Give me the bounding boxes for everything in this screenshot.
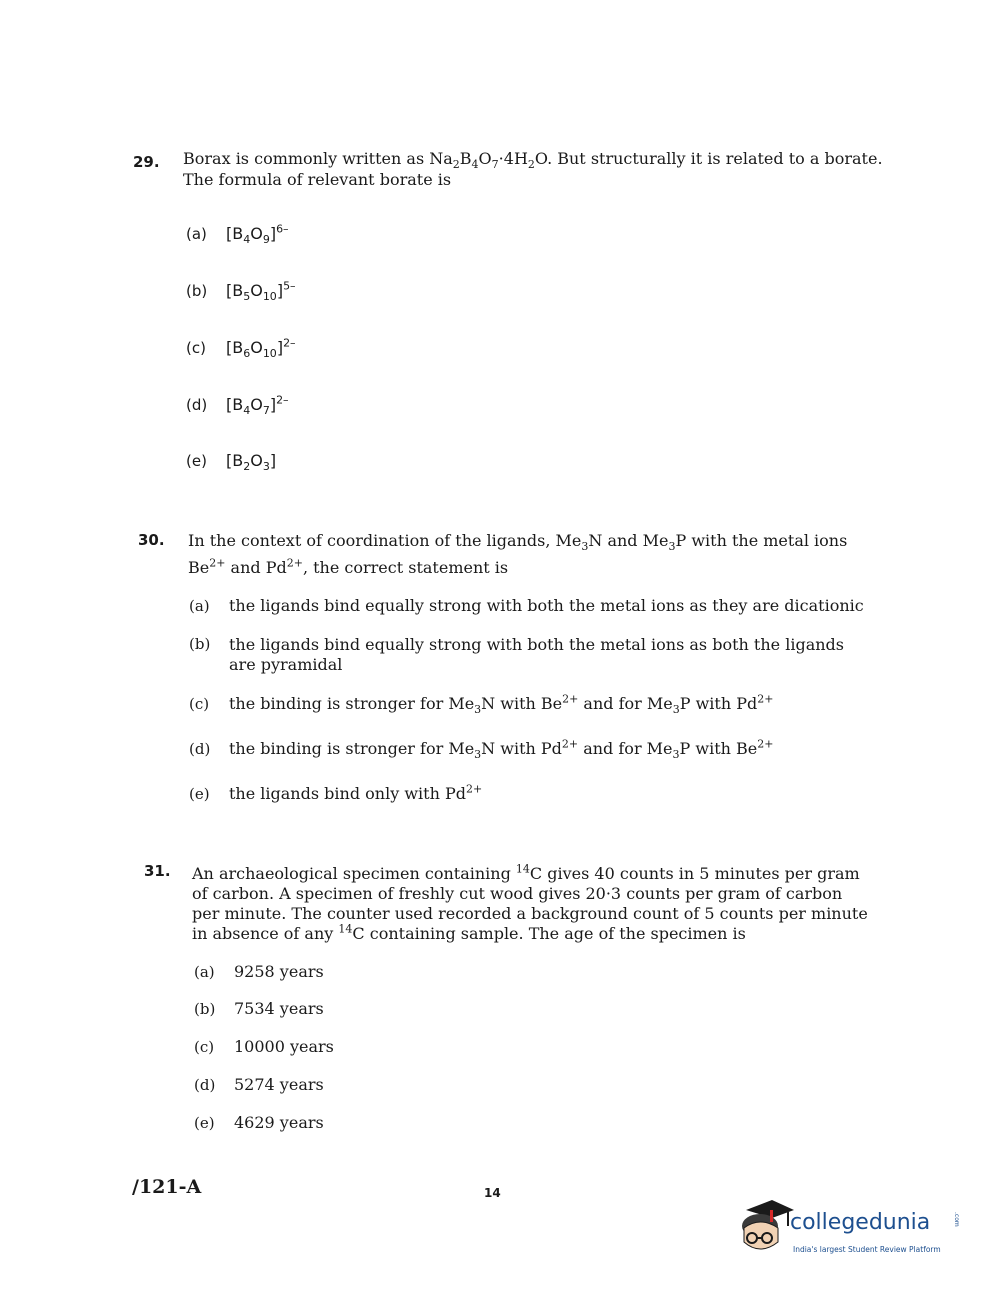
q29-option-a: (a) $[B_4O_9]^{6-}$ bbox=[186, 222, 289, 247]
q31-option-e: (e) 4629 years bbox=[194, 1113, 324, 1132]
paper-code: /121-A bbox=[132, 1176, 202, 1198]
mascot-icon bbox=[736, 1196, 794, 1258]
q29-option-e: (e) $[B_2O_3]$ bbox=[186, 451, 277, 474]
q29-text: Borax is commonly written as $Na_2B_4O_7\cdot 4H_2O$. But structurally it is related to a borate. The formula of relevant borate is bbox=[183, 149, 883, 189]
q31-option-b: (b) 7534 years bbox=[194, 999, 324, 1018]
q31-number: 31. bbox=[144, 862, 171, 880]
q30-option-e: (e) the ligands bind only with $Pd^{2+}$ bbox=[189, 782, 483, 803]
logo-tagline: India's largest Student Review Platform bbox=[793, 1245, 941, 1254]
q31-option-d: (d) 5274 years bbox=[194, 1075, 324, 1094]
q31-option-a: (a) 9258 years bbox=[194, 962, 324, 981]
q29-option-c: (c) $[B_6O_{10}]^{2-}$ bbox=[186, 336, 296, 361]
q31-option-c: (c) 10000 years bbox=[194, 1037, 334, 1056]
q30-option-b: (b) the ligands bind equally strong with both the metal ions as both the ligands are pyramidal bbox=[189, 635, 844, 674]
q29-number: 29. bbox=[133, 153, 160, 171]
logo-name: collegedunia bbox=[790, 1210, 931, 1235]
q30-text: In the context of coordination of the ligands, $Me_3N$ and $Me_3P$ with the metal ions $Be^{2+}$ and $Pd^{2+}$, the correct statement is bbox=[188, 531, 848, 577]
q30-option-c: (c) the binding is stronger for $Me_3N$ with $Be^{2+}$ and for $Me_3P$ with $Pd^{2+}$ bbox=[189, 692, 774, 717]
q29-option-d: (d) $[B_4O_7]^{2-}$ bbox=[186, 393, 289, 418]
q31-text: An archaeological specimen containing $^{14}$C gives 40 counts in 5 minutes per gram of carbon. A specimen of freshly cut wood gives 20·3 counts per gram of carbon per minute. The counter used recorded a background count of 5 counts per minute in absence of any $^{14}$C containing sample. The age of the specimen is bbox=[192, 862, 868, 943]
q30-number: 30. bbox=[138, 531, 165, 549]
logo-dotcom: .com bbox=[953, 1212, 960, 1227]
q30-option-a: (a) the ligands bind equally strong with both the metal ions as they are dicationic bbox=[189, 596, 864, 615]
page-number: 14 bbox=[484, 1186, 501, 1200]
collegedunia-logo bbox=[736, 1196, 966, 1266]
q30-option-d: (d) the binding is stronger for $Me_3N$ with $Pd^{2+}$ and for $Me_3P$ with $Be^{2+}$ bbox=[189, 737, 774, 762]
q29-option-b: (b) $[B_5O_{10}]^{5-}$ bbox=[186, 279, 296, 304]
